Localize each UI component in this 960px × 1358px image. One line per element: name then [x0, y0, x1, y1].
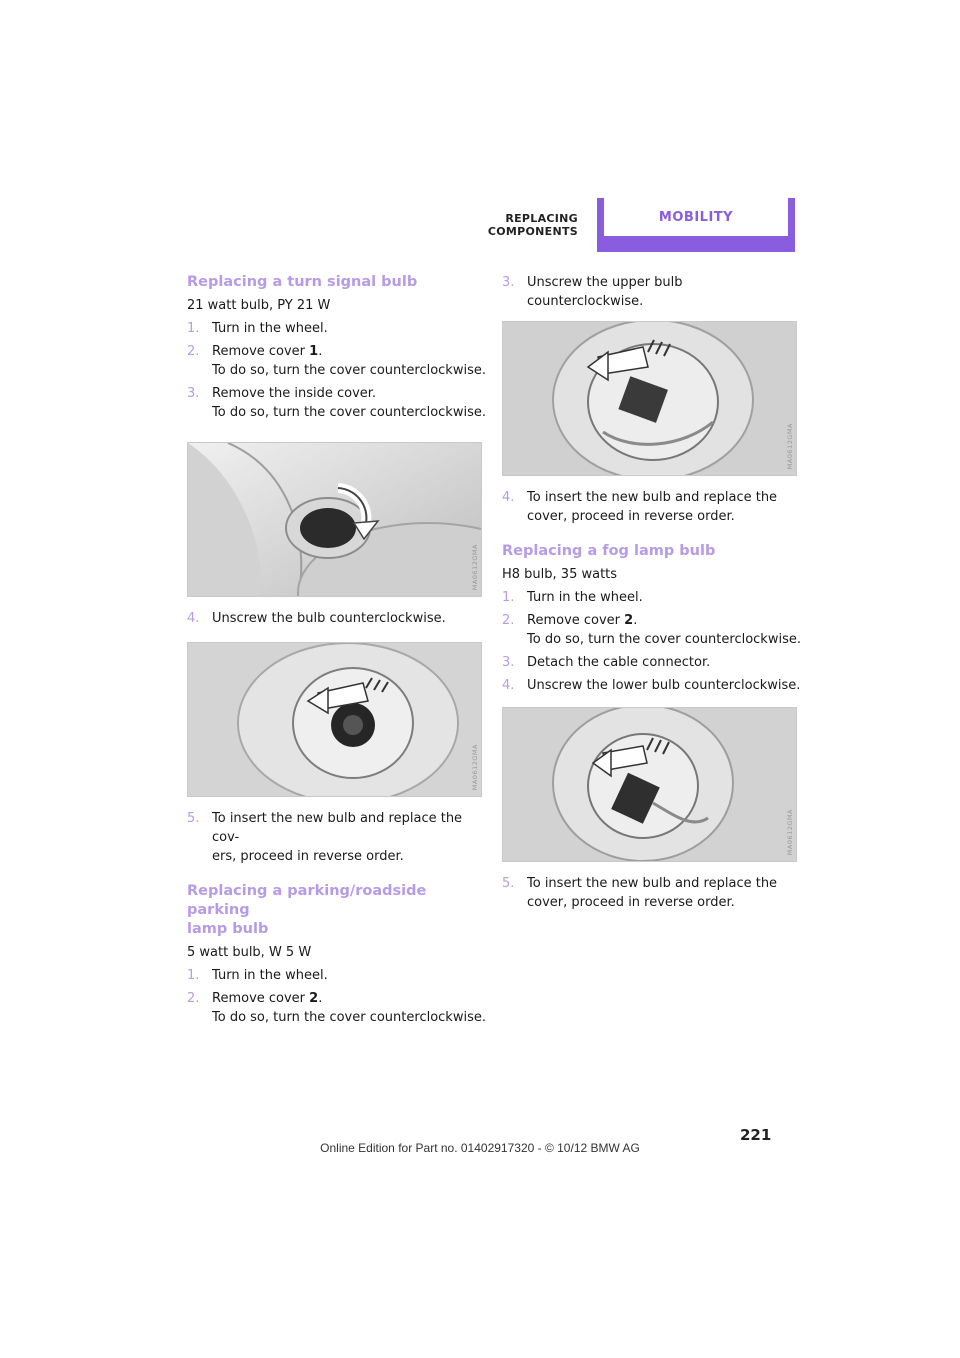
step-subtext: To do so, turn the cover counterclockwise. — [527, 632, 801, 647]
step-text: Remove cover — [527, 613, 625, 628]
step-subtext: cover, proceed in reverse order. — [527, 895, 735, 910]
section-heading-fog: Replacing a fog lamp bulb — [502, 543, 716, 559]
step-number: 3. — [187, 386, 200, 401]
step-text: To insert the new bulb and replace the — [527, 876, 778, 891]
step-text-end: . — [633, 613, 638, 628]
step-1 — [187, 319, 487, 338]
step-number: 4. — [502, 678, 515, 693]
chapter-tab — [597, 198, 795, 252]
step-2 — [187, 989, 487, 1027]
figure-code: MA0612GMA — [786, 422, 794, 469]
figure-upper-bulb — [502, 321, 797, 476]
step-number: 1. — [187, 321, 200, 336]
heading-line-1: Replacing a parking/roadside parking — [187, 883, 427, 918]
cover-ref: 2 — [309, 991, 319, 1006]
step-text: To insert the new bulb and replace the cov- — [212, 811, 463, 845]
step-text: Unscrew the bulb counterclockwise. — [212, 611, 446, 626]
step-text: To insert the new bulb and replace the — [527, 490, 778, 505]
page-number: 221 — [740, 1126, 772, 1144]
step-text: Unscrew the upper bulb counterclockwise. — [527, 275, 683, 309]
step-3 — [502, 653, 802, 672]
step-text-end: . — [318, 344, 323, 359]
step-5 — [187, 809, 487, 866]
step-text: Turn in the wheel. — [527, 590, 643, 605]
step-subtext: cover, proceed in reverse order. — [527, 509, 735, 524]
step-1 — [502, 588, 802, 607]
figure-code: MA0612GMA — [471, 543, 479, 590]
step-subtext: ers, proceed in reverse order. — [212, 849, 404, 864]
step-text: Remove the inside cover. — [212, 386, 377, 401]
spec-fog: H8 bulb, 35 watts — [502, 567, 618, 582]
step-number: 4. — [502, 490, 515, 505]
step-subtext: To do so, turn the cover counterclockwise. — [212, 405, 486, 420]
step-subtext: To do so, turn the cover counterclockwise. — [212, 363, 486, 378]
chapter-tab-label: MOBILITY — [604, 198, 788, 236]
step-number: 1. — [187, 968, 200, 983]
figure-turn-signal-cover — [187, 442, 482, 597]
figure-fog-bulb — [502, 707, 797, 862]
step-5 — [502, 874, 802, 912]
step-text: Detach the cable connector. — [527, 655, 711, 670]
step-1 — [187, 966, 487, 985]
step-number: 3. — [502, 275, 515, 290]
step-2 — [187, 342, 487, 380]
step-text: Remove cover — [212, 344, 310, 359]
step-4 — [502, 488, 802, 526]
step-2 — [502, 611, 802, 649]
right-column — [502, 273, 802, 912]
section-heading-turn-signal: Replacing a turn signal bulb — [187, 274, 418, 290]
heading-line-2: lamp bulb — [187, 921, 269, 937]
step-text: Remove cover — [212, 991, 310, 1006]
step-number: 2. — [502, 613, 515, 628]
spec-parking: 5 watt bulb, W 5 W — [187, 945, 312, 960]
step-3 — [187, 384, 487, 422]
footer: Online Edition for Part no. 01402917320 - © 10/12 BMW AG — [320, 1141, 640, 1155]
step-4 — [502, 676, 802, 695]
step-3 — [502, 273, 802, 311]
figure-code: MA0612GMA — [471, 743, 479, 790]
step-text: Turn in the wheel. — [212, 968, 328, 983]
step-text: Unscrew the lower bulb counterclockwise. — [527, 678, 801, 693]
cover-ref: 2 — [624, 613, 634, 628]
step-number: 5. — [502, 876, 515, 891]
step-number: 3. — [502, 655, 515, 670]
figure-turn-signal-bulb — [187, 642, 482, 797]
spec-turn-signal: 21 watt bulb, PY 21 W — [187, 298, 331, 313]
step-number: 2. — [187, 991, 200, 1006]
step-number: 1. — [502, 590, 515, 605]
section-heading-parking — [187, 882, 487, 939]
step-number: 4. — [187, 611, 200, 626]
step-subtext: To do so, turn the cover counterclockwise. — [212, 1010, 486, 1025]
cover-ref: 1 — [309, 344, 319, 359]
running-header-section: REPLACING COMPONENTS — [487, 212, 578, 238]
step-4 — [187, 609, 487, 628]
step-number: 2. — [187, 344, 200, 359]
step-text-end: . — [318, 991, 323, 1006]
left-column — [187, 273, 487, 1027]
step-text: Turn in the wheel. — [212, 321, 328, 336]
figure-code: MA0612GMA — [786, 808, 794, 855]
step-number: 5. — [187, 811, 200, 826]
